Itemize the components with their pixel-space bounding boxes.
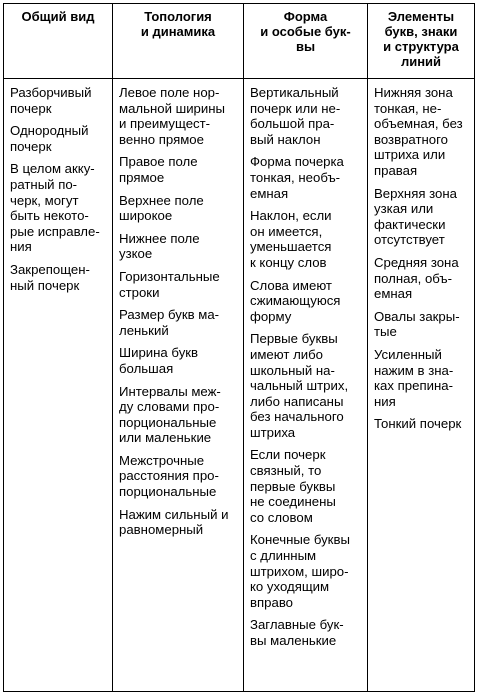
characteristic-line: Тонкий почерк [374,416,462,432]
characteristic-line: штрихом, широ- [250,563,349,579]
column-body [113,79,243,538]
characteristic-line: Межстрочные [119,452,205,468]
characteristic-item [374,347,469,409]
characteristic-line: В целом акку- [10,161,95,177]
characteristic-line: емная [374,286,413,302]
characteristic-item [250,208,362,270]
characteristic-item [250,617,362,648]
characteristic-line: Первые буквы [250,331,338,347]
characteristic-line: мальной ширины [119,100,226,116]
characteristic-line: Закрепощен- [10,261,90,277]
characteristic-line: ратный по- [10,176,78,192]
characteristic-line: Однородный [10,123,89,139]
characteristic-line: ния [10,239,32,255]
characteristic-line: почерк [10,138,52,154]
characteristic-line: Форма почерка [250,154,344,170]
characteristic-item [250,447,362,525]
characteristic-line: вый наклон [250,131,321,147]
characteristic-item [250,331,362,440]
characteristic-line: большая [119,360,174,376]
characteristic-item [374,255,469,302]
characteristic-line: тые [374,324,397,340]
column-form-special-letters [243,4,367,691]
characteristic-line: ный почерк [10,277,80,293]
characteristic-line: фактически [374,216,446,232]
handwriting-characteristics-table [3,3,475,692]
characteristic-item [374,186,469,248]
characteristic-line: рые исправле- [10,223,100,239]
header-line: букв, знаки [384,24,458,39]
characteristic-line: порциональные [119,484,217,500]
column-body [368,79,474,432]
characteristic-line: венно прямое [119,131,204,147]
characteristic-line: со словом [250,509,313,525]
characteristic-line: тонкая, не- [374,100,442,116]
characteristic-line: почерк или не- [250,100,341,116]
characteristic-line: нажим в зна- [374,362,454,378]
characteristic-line: Овалы закры- [374,308,460,324]
characteristic-line: Левое поле нор- [119,85,220,100]
characteristic-line: полная, объ- [374,270,453,286]
characteristic-item [10,161,107,255]
characteristic-line: вправо [250,594,294,610]
characteristic-line: ду словами про- [119,399,220,415]
characteristic-line: Горизонтальные [119,268,220,284]
characteristic-line: Верхняя зона [374,185,457,201]
characteristic-line: он имеется, [250,223,323,239]
characteristic-item [119,507,238,538]
characteristic-line: Усиленный [374,346,442,362]
characteristic-line: сжимающуюся [250,293,341,309]
characteristic-item [10,262,107,293]
characteristic-item [250,532,362,610]
characteristic-line: тонкая, необъ- [250,169,341,185]
characteristic-line: Конечные буквы [250,532,350,548]
characteristic-item [119,453,238,500]
characteristic-line: правая [374,162,418,178]
characteristic-line: связный, то [250,463,322,479]
characteristic-line: быть некото- [10,208,89,224]
characteristic-line: штриха или [374,147,446,163]
characteristic-item [250,154,362,201]
characteristic-line: Наклон, если [250,208,332,224]
column-letter-elements [367,4,474,691]
characteristic-item [119,85,238,147]
characteristic-line: Слова имеют [250,277,332,293]
header-line: Общий вид [21,9,95,24]
characteristic-item [10,123,107,154]
characteristic-line: Размер букв ма- [119,307,220,323]
characteristic-line: Средняя зона [374,254,459,270]
characteristic-line: вы маленькие [250,633,337,648]
characteristic-line: Правое поле [119,154,198,170]
characteristic-line: уменьшается [250,239,332,255]
characteristic-item [374,416,469,432]
characteristic-item [374,85,469,179]
characteristic-line: емная [250,185,289,201]
characteristic-line: форму [250,308,292,324]
characteristic-line: большой пра- [250,116,335,132]
column-general-view [4,4,112,691]
header-line: вы [295,39,316,54]
characteristic-line: имеют либо [250,346,324,362]
column-body [244,79,367,649]
header-line: Элементы [387,9,455,24]
characteristic-line: ко уходящим [250,579,330,595]
characteristic-line: узкая или [374,201,434,217]
characteristic-line: прямое [119,169,165,185]
characteristic-item [119,269,238,300]
characteristic-line: Нажим сильный и [119,506,229,522]
characteristic-line: Нижняя зона [374,85,453,100]
column-header [113,4,243,79]
characteristic-item [119,193,238,224]
characteristic-line: или маленькие [119,430,212,446]
characteristic-line: объемная, без [374,116,463,132]
header-line: линий [400,54,442,69]
characteristic-line: строки [119,284,160,300]
characteristic-line: Разборчивый [10,85,92,100]
column-header [4,4,112,79]
characteristic-line: либо написаны [250,393,344,409]
characteristic-line: ках препина- [374,378,453,394]
characteristic-line: ния [374,393,396,409]
header-line: Топология [144,9,212,24]
characteristic-line: узкое [119,246,153,262]
characteristic-line: равномерный [119,522,204,538]
characteristic-line: чальный штрих, [250,378,349,394]
characteristic-line: первые буквы [250,478,336,494]
characteristic-line: и преимущест- [119,116,211,132]
characteristic-line: Заглавные бук- [250,617,344,633]
characteristic-item [250,278,362,325]
column-header [368,4,474,79]
column-topology-dynamics [112,4,243,691]
characteristic-line: Если почерк [250,447,326,463]
characteristic-item [119,231,238,262]
characteristic-line: широкое [119,208,173,224]
characteristic-line: Нижнее поле [119,230,200,246]
characteristic-line: почерк [10,100,52,116]
header-line: и особые бук- [260,24,351,39]
characteristic-line: Вертикальный [250,85,339,100]
characteristic-item [119,307,238,338]
characteristic-line: не соединены [250,494,336,510]
header-line: и структура [383,39,459,54]
column-header [244,4,367,79]
characteristic-line: черк, могут [10,192,79,208]
characteristic-item [119,154,238,185]
characteristic-line: школьный на- [250,362,335,378]
header-line: и динамика [140,24,216,39]
characteristic-line: расстояния про- [119,468,219,484]
characteristic-item [250,85,362,147]
characteristic-line: Верхнее поле [119,192,204,208]
characteristic-line: с длинным [250,548,317,564]
characteristic-item [119,384,238,446]
characteristic-line: возвратного [374,131,448,147]
characteristic-line: Интервалы меж- [119,383,221,399]
characteristic-line: отсутствует [374,232,445,248]
column-body [4,79,112,293]
characteristic-line: Ширина букв [119,345,199,361]
characteristic-line: штриха [250,424,296,440]
header-line: Форма [283,9,328,24]
characteristic-line: порциональные [119,414,217,430]
characteristic-item [10,85,107,116]
characteristic-item [374,309,469,340]
characteristic-line: к концу слов [250,254,327,270]
characteristic-line: ленький [119,322,169,338]
characteristic-line: без начального [250,409,344,425]
characteristic-item [119,345,238,376]
